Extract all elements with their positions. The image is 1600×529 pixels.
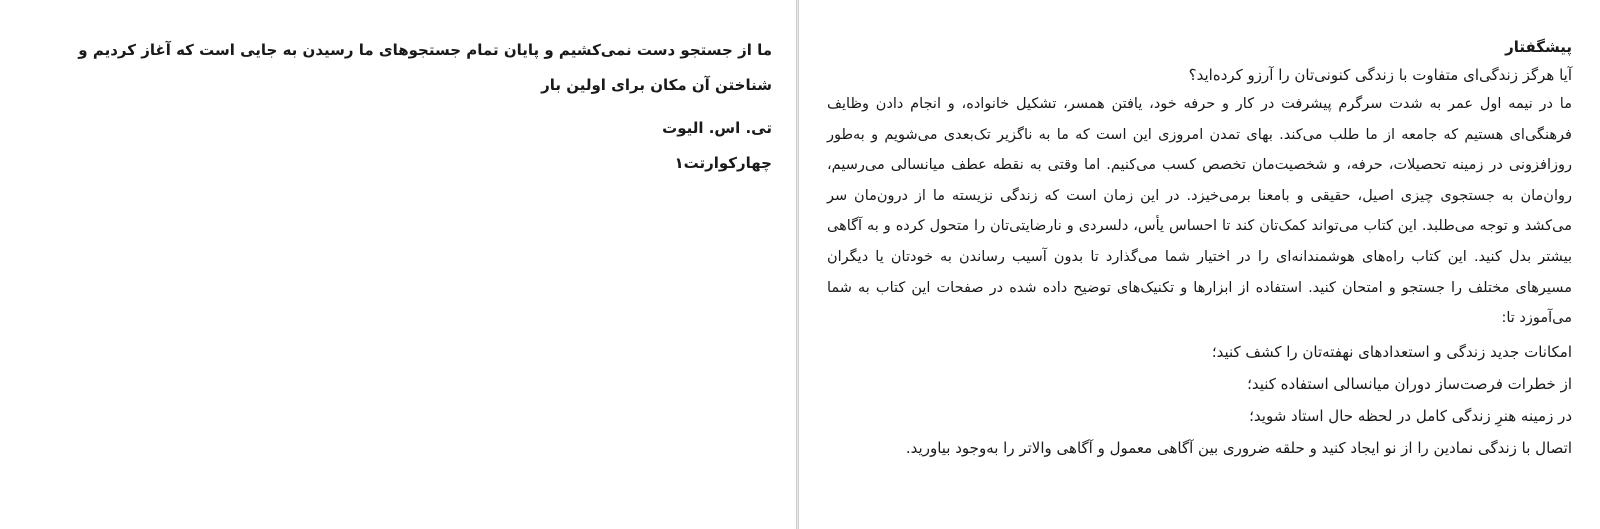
preface-title: پیشگفتار bbox=[1505, 38, 1572, 56]
list-item: در زمینه هنرِ زندگی کامل در لحظه حال استاد شوید؛ bbox=[1249, 406, 1572, 425]
list-item: امکانات جدید زندگی و استعدادهای نهفته‌تان را کشف کنید؛ bbox=[1211, 342, 1572, 361]
preface-list bbox=[827, 336, 1572, 464]
epigraph-author: تی. اس. الیوت bbox=[662, 119, 772, 137]
list-item: اتصال با زندگی نمادین را از نو ایجاد کنید و حلقه ضروری بین آگاهی معمول و آگاهی والاتر را به‌وجود بیاورید. bbox=[905, 438, 1572, 457]
right-page bbox=[798, 0, 1600, 529]
epigraph-source: چهارکوارتت۱ bbox=[674, 154, 772, 172]
list-item: از خطرات فرصت‌ساز دوران میانسالی استفاده کنید؛ bbox=[1247, 374, 1572, 393]
left-page bbox=[0, 0, 797, 529]
preface-body: ما در نیمه اول عمر به شدت سرگرم پیشرفت در کار و حرفه خود، یافتن همسر، تشکیل خانواده، و انجام دادن وظایف فرهنگی‌ای هستیم که جامعه از ما طلب می‌کند. بهای تمدن امروزی این است که ما به ناگزیر تک‌بعدی می‌شویم و به‌طور روزافزونی در زمینه تحصیلات، حرفه، و شخصیت‌مان تخصص کسب می‌کنیم. اما وقتی به نقطه عطف میانسالی می‌رسیم، روان‌مان به جستجوی چیزی اصیل، حقیقی و بامعنا برمی‌خیزد. در این زمان است که زندگی نزیسته ما از درون‌مان سر می‌کشد و توجه می‌طلبد. این کتاب می‌تواند کمک‌تان کند تا احساس یأس، دلسردی و نارضایتی‌تان را متحول کرده و به آگاهی بیشتر بدل کنید. این کتاب راه‌های هوشمندانه‌ای را در اختیار شما می‌گذارد تا بدون آسیب رساندن به خودتان یا دیگران مسیرهای مختلف را جستجو و امتحان کنید. استفاده از ابزارها و تکنیک‌های توضیح داده شده در صفحات این کتاب به شما می‌آموزد تا: bbox=[827, 96, 1572, 327]
preface-section bbox=[827, 33, 1572, 464]
preface-question: آیا هرگز زندگی‌ای متفاوت با زندگی کنونی‌تان را آرزو کرده‌اید؟ bbox=[1188, 66, 1572, 84]
epigraph-quote: ما از جستجو دست نمی‌کشیم و پایان تمام جستجوهای ما رسیدن به جایی است که آغاز کردیم و شناختن آن مکان برای اولین بار bbox=[78, 41, 772, 94]
epigraph-section bbox=[20, 33, 772, 181]
